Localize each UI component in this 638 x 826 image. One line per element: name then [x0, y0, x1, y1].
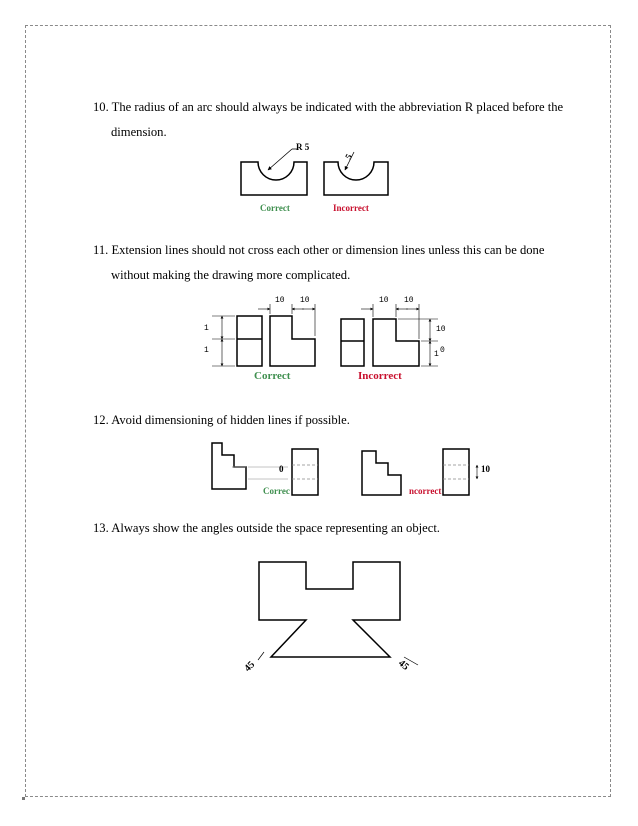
- fig12-correct-hidden-lines: [292, 465, 318, 479]
- fig12-correct-dim: 0: [279, 464, 284, 474]
- fig11-incorrect-top-dim-1: 10: [379, 296, 389, 305]
- fig11-incorrect-side-dim-1: 10: [436, 325, 446, 334]
- rule-text-line1: Always show the angles outside the space representing an object.: [111, 521, 440, 535]
- fig13-object-outline: [259, 562, 400, 657]
- fig11-incorrect-top-dim-2: 10: [404, 296, 414, 305]
- rule-text-line2: dimension.: [111, 125, 167, 139]
- fig12-correct-label: Correc: [263, 486, 290, 496]
- fig11-incorrect-label: Incorrect: [358, 370, 402, 382]
- fig11-correct-top-dim-2: 10: [300, 296, 310, 305]
- fig12-incorrect-front-view: [362, 451, 401, 495]
- fig12-correct-side-view: [292, 449, 318, 495]
- fig12-incorrect-hidden-lines: [443, 465, 469, 479]
- fig10-correct-label: Correct: [260, 203, 290, 213]
- fig12-incorrect-side-view: [443, 449, 469, 495]
- rule-number: 13.: [93, 521, 109, 535]
- fig10-incorrect-drawing: [324, 162, 388, 195]
- fig13-right-angle: 45: [396, 657, 411, 673]
- rule-text-line1: The radius of an arc should always be indicated with the abbreviation R placed before the: [111, 100, 564, 114]
- fig11-incorrect-side-dim-2-sup: 0: [440, 346, 445, 355]
- fig11-correct-side-view: [270, 316, 315, 366]
- fig10-wrong-label: 5: [343, 152, 354, 161]
- rule-number: 11.: [93, 243, 109, 257]
- fig12-correct-front-view: [212, 443, 246, 489]
- fig11-incorrect-front-view: [341, 319, 364, 366]
- fig11-correct-top-dim-1: 10: [275, 296, 285, 305]
- fig11-correct-side-dim-1: 1: [204, 324, 209, 333]
- fig10-incorrect-label: Incorrect: [333, 203, 369, 213]
- fig11-incorrect-side-dim-2: 1: [434, 350, 439, 359]
- fig11-correct-side-dim-2: 1: [204, 346, 209, 355]
- fig13-angle-markers: [258, 652, 418, 665]
- rule-text-line1: Avoid dimensioning of hidden lines if possible.: [111, 413, 350, 427]
- fig12-incorrect-dim: 10: [481, 464, 490, 474]
- fig11-incorrect-side-view: [373, 319, 419, 366]
- fig11-correct-front-view: [237, 316, 262, 366]
- fig12-incorrect-label: ncorrect: [409, 486, 442, 496]
- rule-number: 12.: [93, 413, 109, 427]
- fig10-correct-drawing: [241, 162, 307, 195]
- rule-number: 10.: [93, 100, 109, 114]
- fig11-correct-dimensions: [212, 304, 315, 366]
- fig13-left-angle: 45: [242, 659, 258, 675]
- rule-text-line2: without making the drawing more complicated.: [111, 268, 351, 282]
- rule-text-line1: Extension lines should not cross each other or dimension lines unless this can be done: [111, 243, 545, 257]
- fig11-correct-label: Correct: [254, 370, 291, 382]
- fig10-radius-label: R 5: [296, 142, 310, 152]
